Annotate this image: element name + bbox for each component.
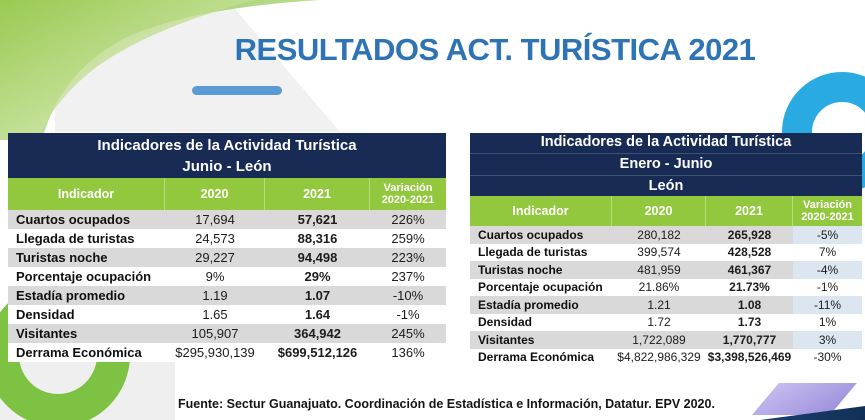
table-title-line: Enero - Junio [470, 153, 862, 175]
cell-2021: 94,498 [265, 248, 370, 267]
title-underline [192, 86, 282, 95]
column-header-2020: 2020 [165, 178, 265, 210]
cell-indicador: Cuartos ocupados [470, 226, 612, 244]
cell-variacion: 7% [793, 244, 862, 262]
cell-2020: 9% [165, 267, 265, 286]
cell-indicador: Estadía promedio [470, 296, 612, 314]
cell-2021: 265,928 [706, 226, 793, 244]
cell-2021: 364,942 [265, 324, 370, 343]
cell-2020: 1.19 [165, 286, 265, 305]
table-title-line: Indicadores de la Actividad Turística [540, 134, 792, 150]
cell-variacion: -30% [793, 349, 862, 367]
table-row [8, 286, 446, 305]
column-header-variacion-line: Variación [803, 198, 852, 211]
cell-2021: 1,770,777 [706, 331, 793, 349]
cell-2020: 17,694 [165, 210, 265, 229]
table-row [470, 226, 862, 244]
cell-2020: $4,822,986,329 [612, 349, 706, 367]
table-row [470, 296, 862, 314]
cell-indicador: Llegada de turistas [8, 229, 165, 248]
cell-2021: 1.07 [265, 286, 370, 305]
table-row [8, 267, 446, 286]
source-note: Fuente: Sectur Guanajuato. Coordinación de Estadística e Información, Datatur. EPV 2020. [178, 397, 715, 411]
column-header-indicador: Indicador [8, 178, 165, 210]
green-leaf-corner-decoration [0, 0, 340, 140]
table-title-line: León [470, 175, 862, 197]
cell-2020: 399,574 [612, 244, 706, 262]
table-header-row [8, 178, 446, 210]
table-junio-leon [8, 133, 446, 362]
cell-indicador: Porcentaje ocupación [470, 279, 612, 297]
cell-variacion: -1% [370, 305, 446, 324]
table-row [470, 279, 862, 297]
table-row [470, 244, 862, 262]
cell-indicador: Llegada de turistas [470, 244, 612, 262]
table-row [8, 210, 446, 229]
cell-indicador: Densidad [8, 305, 165, 324]
cell-variacion: -5% [793, 226, 862, 244]
cell-variacion: 245% [370, 324, 446, 343]
table-row [8, 343, 446, 362]
cell-indicador: Porcentaje ocupación [8, 267, 165, 286]
cell-2020: 21.86% [612, 279, 706, 297]
column-header-2020: 2020 [612, 196, 706, 226]
cell-variacion: 237% [370, 267, 446, 286]
cell-2020: 29,227 [165, 248, 265, 267]
table-row [8, 324, 446, 343]
column-header-variacion-line: 2020-2021 [801, 211, 854, 223]
cell-2021: 428,528 [706, 244, 793, 262]
cell-2020: 1.72 [612, 314, 706, 332]
cell-2021: 88,316 [265, 229, 370, 248]
table-row [470, 349, 862, 367]
column-header-2021: 2021 [706, 196, 793, 226]
cell-variacion: -1% [793, 279, 862, 297]
column-header-variacion [793, 196, 862, 226]
table-row [470, 314, 862, 332]
cell-2021: $699,512,126 [265, 343, 370, 362]
cell-variacion: -4% [793, 261, 862, 279]
table-title-line: Indicadores de la Actividad Turística [97, 136, 357, 154]
cell-2020: 280,182 [612, 226, 706, 244]
cell-variacion: 223% [370, 248, 446, 267]
cell-2021: 21.73% [706, 279, 793, 297]
column-header-variacion [370, 178, 446, 210]
cell-variacion: 259% [370, 229, 446, 248]
cell-2021: 29% [265, 267, 370, 286]
table-row [470, 331, 862, 349]
table-row [8, 305, 446, 324]
cell-indicador: Derrama Económica [470, 349, 612, 367]
table-title [470, 133, 862, 196]
cell-indicador: Turistas noche [470, 261, 612, 279]
table-row [8, 248, 446, 267]
cell-variacion: 136% [370, 343, 446, 362]
cell-2021: 461,367 [706, 261, 793, 279]
page-title: RESULTADOS ACT. TURÍSTICA 2021 [234, 32, 756, 67]
cell-variacion: -10% [370, 286, 446, 305]
cell-indicador: Estadía promedio [8, 286, 165, 305]
column-header-variacion-line: Variación [383, 181, 433, 194]
cell-indicador: Turistas noche [8, 248, 165, 267]
column-header-indicador: Indicador [470, 196, 612, 226]
cell-2020: 105,907 [165, 324, 265, 343]
cell-indicador: Derrama Económica [8, 343, 165, 362]
table-body [470, 226, 862, 366]
cell-2021: 1.73 [706, 314, 793, 332]
cell-variacion: -11% [793, 296, 862, 314]
cell-2021: $3,398,526,469 [707, 350, 792, 365]
cell-2020: 1.21 [612, 296, 706, 314]
column-header-variacion-line: 2020-2021 [381, 194, 435, 206]
cell-2020: 24,573 [165, 229, 265, 248]
cell-2021: 1.08 [706, 296, 793, 314]
table-row [8, 229, 446, 248]
table-row [470, 261, 862, 279]
column-header-2021: 2021 [265, 178, 370, 210]
cell-2021: 1.64 [265, 305, 370, 324]
cell-indicador: Visitantes [8, 324, 165, 343]
cell-2020: 1,722,089 [612, 331, 706, 349]
cell-indicador: Densidad [470, 314, 612, 332]
table-body [8, 210, 446, 362]
cell-2021: 57,621 [265, 210, 370, 229]
cell-variacion: 226% [370, 210, 446, 229]
cell-2020: 481,959 [612, 261, 706, 279]
cell-variacion: 3% [793, 331, 862, 349]
table-title [8, 133, 446, 178]
cell-2020: 1.65 [165, 305, 265, 324]
table-enero-junio-leon [470, 133, 862, 366]
cell-variacion: 1% [793, 314, 862, 332]
cell-2020: $295,930,139 [165, 343, 265, 362]
cell-indicador: Visitantes [470, 331, 612, 349]
table-title-line: Junio - León [182, 157, 272, 175]
cell-indicador: Cuartos ocupados [8, 210, 165, 229]
table-header-row [470, 196, 862, 226]
